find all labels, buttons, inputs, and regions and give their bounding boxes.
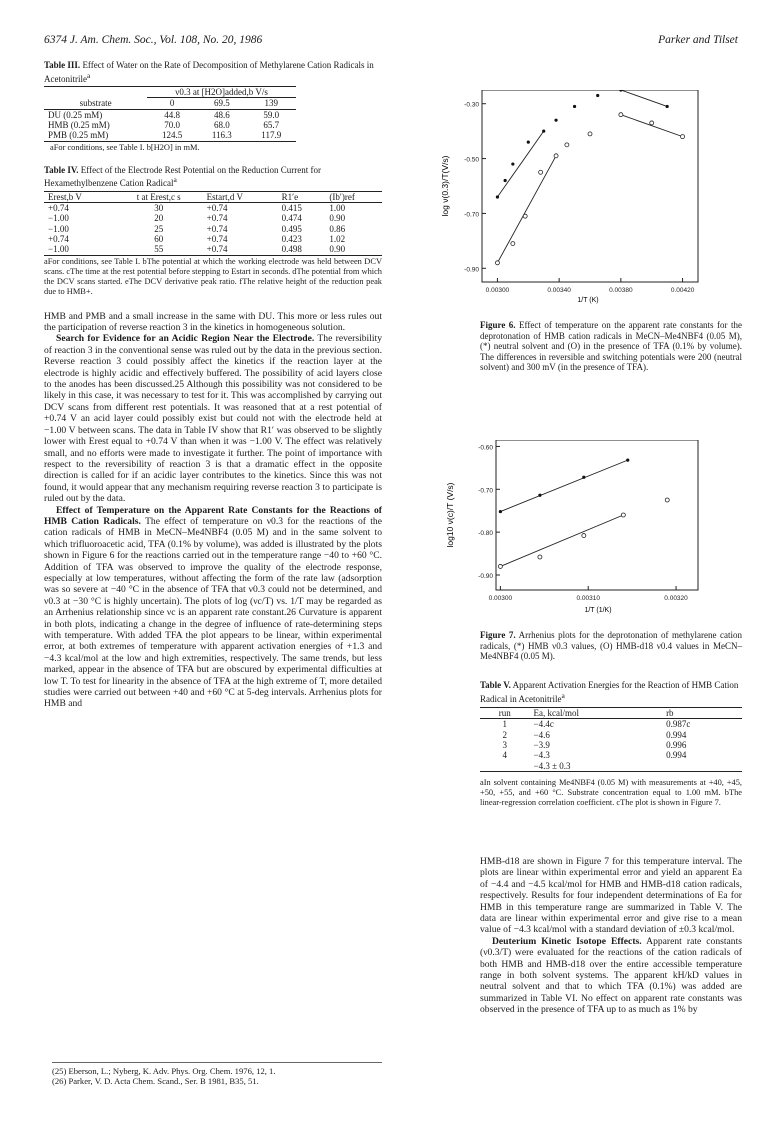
figure7-xlabel: 1/T (1/K) <box>584 607 612 614</box>
data-point-circle <box>554 154 558 158</box>
data-point-star <box>666 105 669 108</box>
y-tick-label: -0.70 <box>478 487 493 495</box>
data-point-circle <box>511 242 515 246</box>
y-tick-label: -0.90 <box>478 573 493 580</box>
section-heading: Effect of Temperature on the Apparent Rate Constants for the Reactions of HMB Cation Radicals. <box>44 504 382 527</box>
data-point-circle <box>681 135 685 139</box>
table3 <box>44 86 296 141</box>
figure7-plot <box>440 440 702 620</box>
table5-caption: Table V. Apparent Activation Energies for the Reaction of HMB Cation Radical in Acetonitrile$^a$ <box>480 680 739 704</box>
table-row: HMB (0.25 mM) 70.0 68.0 65.7 <box>48 120 280 131</box>
table-row: +0.74 30 +0.74 0.415 1.00 <box>48 203 346 214</box>
x-tick-label: 0.00310 <box>576 595 600 602</box>
figure7-ylabel: log10 ν(c)/T (V/s) <box>445 482 455 548</box>
data-point-star <box>554 119 557 122</box>
table5-col-header: rb <box>666 708 674 719</box>
x-tick-label: 0.00420 <box>670 287 695 294</box>
data-point-circle <box>495 261 499 265</box>
y-tick-label: -0.60 <box>478 444 493 452</box>
paragraph: HMB and PMB and a small increase in the same with DU. This more or less rules out the participation of reverse reaction 3 in the kinetics in homogeneous solution. <box>44 310 382 334</box>
table4-footnote: aFor conditions, see Table I. bThe potential at which the working electrode was held between DCV scans. cThe time at the rest potential before stepping to Estart in seconds. dThe potential from which the DCV scans started. eThe DCV derivative peak ratio. fThe relative height of the reduction peak due to HMB+. <box>44 256 382 296</box>
table3-col-header: substrate <box>79 98 112 109</box>
section-heading: Deuterium Kinetic Isotope Effects. <box>492 935 642 947</box>
table-row: +0.74 60 +0.74 0.423 1.02 <box>48 234 346 245</box>
paragraph: HMB-d18 are shown in Figure 7 for this temperature interval. The plots are linear within experimental error and yield an apparent Ea of −4.4 and −4.5 kcal/mol for HMB and HMB-d18 cation radicals, respectively. Results for four independent determinations of Ea for HMB in this temperature range are summarized in Table V. The data are linear within experimental error and give rise to a mean value of −4.3 kcal/mol with a standard deviation of ±0.3 kcal/mol. <box>480 856 742 936</box>
x-tick-label: 0.00300 <box>488 595 513 602</box>
data-point-star <box>511 162 514 165</box>
table4-col-header: R1′e <box>281 191 299 202</box>
table-row: 2 −4.6 0.994 <box>502 729 687 740</box>
table3-footnote: aFor conditions, see Table I. b[H2O] in mM. <box>50 142 200 152</box>
data-point-circle <box>523 214 527 218</box>
x-tick-label: 0.00320 <box>664 595 688 602</box>
series-line <box>497 131 543 197</box>
figure7-caption: Figure 7. Arrhenius plots for the deprotonation of methylarene cation radicals, (*) HMB ν0.3 values, (O) HMB-d18 ν0.4 values in MeCN–Me4NBF4 (0.05 M). <box>480 630 742 662</box>
running-header-left: 6374 J. Am. Chem. Soc., Vol. 108, No. 20, 1986 <box>44 34 263 46</box>
data-point-circle <box>498 564 502 568</box>
data-point-star <box>499 510 502 513</box>
right-body-text <box>480 856 742 1016</box>
table-row <box>480 761 742 772</box>
table-row: −1.00 20 +0.74 0.474 0.90 <box>48 213 346 224</box>
table-row: −1.00 25 +0.74 0.495 0.86 <box>48 223 346 234</box>
left-body-text <box>44 311 382 710</box>
table5 <box>480 707 742 772</box>
y-tick-label: -0.90 <box>464 266 479 274</box>
data-point-star <box>596 94 599 97</box>
series-line <box>500 515 623 566</box>
data-point-circle <box>665 498 669 502</box>
left-column <box>44 60 382 710</box>
table3-caption: Table III. Effect of Water on the Rate of Decomposition of Methylarene Cation Radicals in Acetonitrile$^a$ <box>44 60 374 84</box>
table5-col-header: Ea, kcal/mol <box>533 708 580 719</box>
y-tick-label: -0.70 <box>464 211 479 219</box>
data-point-circle <box>539 170 543 174</box>
reference-item: (25) Eberson, L.; Nyberg, K. Adv. Phys. Org. Chem. 1976, 12, 1. <box>52 1066 276 1076</box>
series-line <box>500 460 627 511</box>
section-heading: Search for Evidence for an Acidic Region Near the Electrode. <box>56 333 315 345</box>
data-point-circle <box>650 121 654 125</box>
paragraph: The reversibility of reaction 3 in the conventional sense was ruled out by the data in the previous section. Reverse reaction 3 could possibly affect the kinetics if the reaction layer at the electrode is highly acidic and effectively buffered. The possibility of acid layers close to the anodes has been discussed.25 Although this possibility was not considered to be likely in this case, it was necessary to test for it. This was accomplished by carrying out DCV scans from different rest potentials. It was reasoned that at a rest potential of +0.74 V an acid layer could possibly exist but could not with the electrode held at −1.00 V between scans. The data in Table IV show that R1′ was observed to be slightly lower with Erest equal to +0.74 V than when it was −1.00 V. The effect was relatively small, and no efforts were made to investigate it further. The point of importance with respect to the reversibility of reaction 3 is that a dramatic effect in the opposite direction is called for if an acidic layer contributes to the kinetics. Since this was not found, it would appear that any mechanism requiring reverse reaction 3 to participate is ruled out by the data. <box>44 333 382 505</box>
data-point-star <box>504 179 507 182</box>
table-row: −1.00 55 +0.74 0.498 0.90 <box>44 244 382 255</box>
table4 <box>44 191 382 256</box>
y-tick-label: -0.50 <box>464 156 479 164</box>
reference-item: (26) Parker, V. D. Acta Chem. Scand., Ser. B 1981, B35, 51. <box>52 1076 259 1087</box>
data-point-star <box>573 105 576 108</box>
table-row: 3 −3.9 0.996 <box>502 740 687 751</box>
references <box>52 1062 382 1087</box>
data-point-star <box>527 141 530 144</box>
table5-footnote: aIn solvent containing Me4NBF4 (0.05 M) with measurements at +40, +45, +50, +55, and +60 °C. Substrate concentration equal to 1.00 mM. bThe linear-regression correlation coefficient. cThe plot is shown in Figure 7. <box>480 777 742 807</box>
figure6-frame <box>482 90 698 282</box>
figure6-ylabel: log ν(0.3)/T(V/s) <box>440 155 450 217</box>
table-row: 4 −4.3 0.994 <box>502 750 687 761</box>
x-tick-label: 0.00340 <box>547 287 571 294</box>
table5-col-header: run <box>498 708 511 719</box>
figure7-frame <box>496 440 698 590</box>
series-line <box>621 115 683 137</box>
figure6-xlabel: 1/T (K) <box>577 297 599 304</box>
data-point-circle <box>538 555 542 559</box>
running-header-right: Parker and Tilset <box>658 34 738 46</box>
table4-caption: Table IV. Effect of the Electrode Rest Potential on the Reduction Current for Hexamethylbenzene Cation Radical$^a$ <box>44 164 322 189</box>
table3-col-header: 69.5 <box>213 98 230 109</box>
data-point-circle <box>621 513 625 517</box>
data-point-star <box>582 476 585 479</box>
series-line <box>621 90 667 106</box>
data-point-star <box>542 130 545 133</box>
series-line <box>497 156 556 263</box>
paragraph: Apparent rate constants (ν0.3/T) were evaluated for the reactions of the cation radicals of both HMB and HMB-d18 over the entire accessible temperature range in both solvent systems. The apparent kH/kD values in neutral solvent and that to which TFA (0.1%) was added are summarized in Table VI. No effect on apparent rate constants was observed in the presence of TFA up to as much as 1% by <box>480 935 742 1016</box>
data-point-circle <box>565 143 569 147</box>
data-point-star <box>619 90 622 92</box>
figure6-plot <box>438 90 700 306</box>
data-point-circle <box>588 132 592 136</box>
table3-col-header: 0 <box>169 98 175 109</box>
y-tick-label: -0.30 <box>464 101 479 109</box>
figure6-caption: Figure 6. Effect of temperature on the apparent rate constants for the deprotonation of HMB cation radicals in MeCN–Me4NBF4 (0.05 M), (*) neutral solvent and (O) in the presence of TFA (0.1% by volume). The differences in reversible and switching potentials were 200 (neutral solvent) and 300 mV (in the presence of TFA). <box>480 320 742 373</box>
table4-col-header: Erest,b V <box>48 191 82 202</box>
table-row: DU (0.25 mM) 44.8 48.6 59.0 <box>48 109 280 120</box>
data-point-circle <box>582 534 586 538</box>
table4-col-header: (Ib′)ref <box>329 191 355 202</box>
table3-col-header: 139 <box>264 98 278 109</box>
x-tick-label: 0.00300 <box>485 287 510 294</box>
data-point-star <box>496 195 499 198</box>
data-point-circle <box>619 113 623 117</box>
table5-block <box>480 680 742 808</box>
paragraph: The effect of temperature on ν0.3 for the reactions of the cation radicals of HMB in MeCN–Me4NBF4 (0.05 M) and in the same solvent to which trifluoroacetic acid, TFA (0.1% by volume), was added is illustrated by the plots shown in Figure 6 for the reactions carried out in the temperature range −40 to +60 °C. Addition of TFA was observed to improve the quality of the electrode response, especially at low temperatures, without affecting the form of the rate law (adsorption was so severe at −40 °C in the absence of TFA that ν0.3 could not be determined, and ν0.3 at −30 °C is highly uncertain). The plots of log (νc/T) vs. 1/T may be regarded as an Arrhenius relationship since νc is an apparent rate constant.26 Curvature is apparent in both plots, indicating a change in the degree of influence of rate-determining steps with temperature. With added TFA the plot appears to be linear, within experimental error, at both extremes of temperature with apparent activation energies of +1.3 and −4.3 kcal/mol at the low and high extremities, respectively. The same trends, but less marked, appear in the absence of TFA but are obscured by experimental difficulties at low T. To test for linearity in the absence of TFA at the high extreme of T, more detailed studies were carried out between +40 and +60 °C at 5-deg intervals. Arrhenius plots for HMB and <box>44 515 382 710</box>
table3-span-header: ν0.3 at [H2O]added,b V/s <box>147 87 296 98</box>
x-tick-label: 0.00380 <box>609 287 633 294</box>
table-row: 1 −4.4c 0.987c <box>502 719 691 730</box>
data-point-star <box>626 459 629 462</box>
table-row: PMB (0.25 mM) 124.5 116.3 117.9 <box>44 130 296 141</box>
y-tick-label: -0.80 <box>478 530 493 538</box>
table4-col-header: Estart,d V <box>206 191 244 202</box>
data-point-star <box>538 494 541 497</box>
table5-mean: −4.3 ± 0.3 <box>533 760 571 771</box>
table4-col-header: t at Erest,c s <box>136 191 181 202</box>
